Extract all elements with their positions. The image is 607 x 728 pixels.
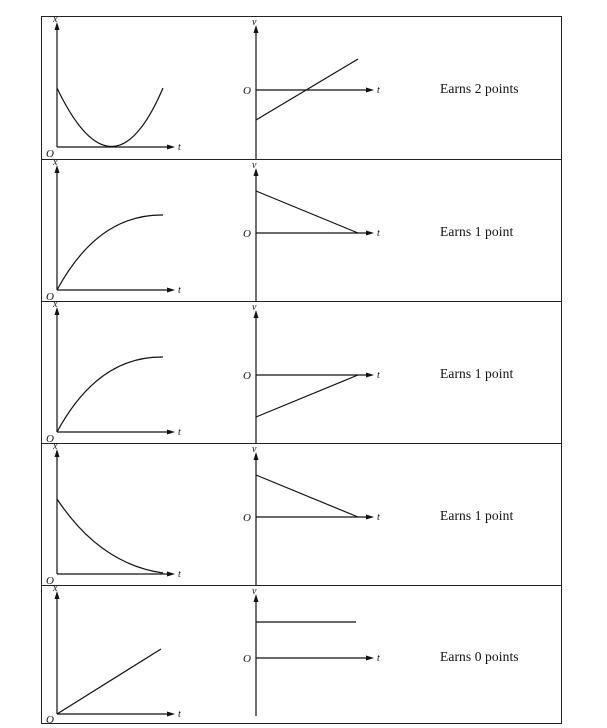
- x-axis-label: x: [53, 299, 58, 310]
- arrow-right-icon: [366, 656, 374, 661]
- x-axis-label: x: [53, 157, 58, 168]
- origin-label: O: [46, 433, 54, 445]
- table-row: [42, 14, 561, 160]
- table-row: [42, 159, 561, 302]
- v-axis-label: v: [252, 302, 257, 313]
- t-axis-label: t: [377, 85, 380, 96]
- score-text: Earns 1 point: [440, 224, 514, 239]
- x-axis-label: x: [53, 583, 58, 594]
- score-text: Earns 1 point: [440, 366, 514, 381]
- origin-label: O: [243, 228, 251, 240]
- x-axis-label: x: [53, 441, 58, 452]
- origin-label: O: [46, 291, 54, 303]
- table-row: [42, 585, 561, 724]
- origin-label: O: [243, 85, 251, 97]
- t-axis-label: t: [178, 709, 181, 720]
- arrow-right-icon: [366, 515, 374, 520]
- t-axis-label: t: [178, 285, 181, 296]
- v-axis-label: v: [252, 17, 257, 28]
- t-axis-label: t: [178, 142, 181, 153]
- arrow-right-icon: [366, 231, 374, 236]
- velocity-line: [256, 191, 358, 233]
- origin-label: O: [243, 512, 251, 524]
- score-text: Earns 2 points: [440, 81, 519, 96]
- score-text: Earns 1 point: [440, 508, 514, 523]
- velocity-line: [256, 375, 358, 417]
- score-text: Earns 0 points: [440, 649, 519, 664]
- arrow-right-icon: [366, 88, 374, 93]
- origin-label: O: [46, 575, 54, 587]
- velocity-line: [256, 475, 358, 517]
- origin-label: O: [46, 148, 54, 160]
- v-axis-label: v: [252, 444, 257, 455]
- v-axis-label: v: [252, 160, 257, 171]
- t-axis-label: t: [178, 427, 181, 438]
- origin-label: O: [243, 653, 251, 665]
- origin-label: O: [243, 370, 251, 382]
- t-axis-label: t: [377, 370, 380, 381]
- t-axis-label: t: [377, 228, 380, 239]
- x-axis-label: x: [53, 14, 58, 25]
- answer-table: [41, 16, 562, 724]
- table-row: [42, 443, 561, 586]
- v-axis-label: v: [252, 586, 257, 597]
- t-axis-label: t: [178, 569, 181, 580]
- arrow-right-icon: [366, 373, 374, 378]
- t-axis-label: t: [377, 512, 380, 523]
- table-row: [42, 301, 561, 444]
- origin-label: O: [46, 714, 54, 726]
- t-axis-label: t: [377, 653, 380, 664]
